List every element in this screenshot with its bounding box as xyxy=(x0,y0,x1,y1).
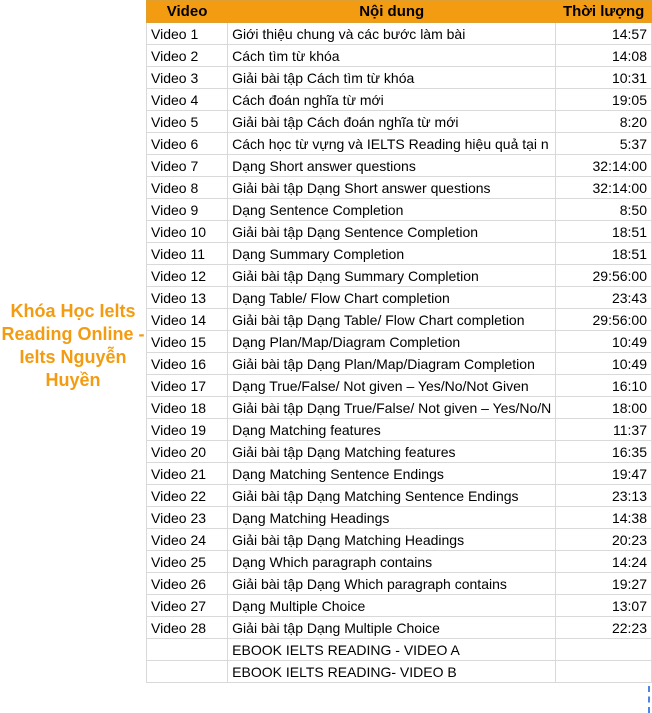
cell-video[interactable]: Video 7 xyxy=(147,155,228,177)
table-row xyxy=(147,177,652,199)
cell-video[interactable]: Video 17 xyxy=(147,375,228,397)
cell-duration[interactable]: 23:43 xyxy=(556,287,652,309)
cell-content[interactable]: Dạng Which paragraph contains xyxy=(228,551,556,573)
cell-duration[interactable]: 16:10 xyxy=(556,375,652,397)
cell-content[interactable]: Giải bài tập Dạng Matching Headings xyxy=(228,529,556,551)
table-row xyxy=(147,45,652,67)
cell-content[interactable]: Giới thiệu chung và các bước làm bài xyxy=(228,23,556,45)
table-row xyxy=(147,617,652,639)
cell-content[interactable]: Dạng Summary Completion xyxy=(228,243,556,265)
table-row xyxy=(147,265,652,287)
cell-duration[interactable]: 14:08 xyxy=(556,45,652,67)
cell-video[interactable]: Video 23 xyxy=(147,507,228,529)
cell-duration[interactable]: 32:14:00 xyxy=(556,177,652,199)
cell-video[interactable]: Video 2 xyxy=(147,45,228,67)
cell-duration[interactable]: 18:51 xyxy=(556,243,652,265)
table-row xyxy=(147,331,652,353)
cell-duration[interactable]: 13:07 xyxy=(556,595,652,617)
cell-video[interactable]: Video 21 xyxy=(147,463,228,485)
table-row xyxy=(147,485,652,507)
cell-content[interactable]: EBOOK IELTS READING - VIDEO A xyxy=(228,639,556,661)
cell-duration[interactable]: 16:35 xyxy=(556,441,652,463)
cell-duration[interactable]: 8:50 xyxy=(556,199,652,221)
cell-duration[interactable]: 23:13 xyxy=(556,485,652,507)
cell-video[interactable]: Video 13 xyxy=(147,287,228,309)
table-row xyxy=(147,133,652,155)
cell-duration[interactable]: 18:51 xyxy=(556,221,652,243)
cell-duration[interactable]: 29:56:00 xyxy=(556,309,652,331)
table-row xyxy=(147,551,652,573)
header-row xyxy=(147,1,652,23)
cell-video[interactable]: Video 15 xyxy=(147,331,228,353)
cell-duration[interactable] xyxy=(556,639,652,661)
cell-video[interactable]: Video 3 xyxy=(147,67,228,89)
cell-video[interactable] xyxy=(147,639,228,661)
table-row xyxy=(147,595,652,617)
cell-duration[interactable]: 18:00 xyxy=(556,397,652,419)
cell-duration[interactable]: 14:24 xyxy=(556,551,652,573)
cell-duration[interactable]: 19:47 xyxy=(556,463,652,485)
cell-content[interactable]: Giải bài tập Dạng Which paragraph contains xyxy=(228,573,556,595)
table-row xyxy=(147,243,652,265)
cell-content[interactable]: Dạng Multiple Choice xyxy=(228,595,556,617)
header-content[interactable]: Nội dung xyxy=(228,1,556,23)
cell-video[interactable]: Video 28 xyxy=(147,617,228,639)
cell-content[interactable]: Cách đoán nghĩa từ mới xyxy=(228,89,556,111)
cell-content[interactable]: Dạng Matching features xyxy=(228,419,556,441)
table-row xyxy=(147,507,652,529)
cell-duration[interactable]: 29:56:00 xyxy=(556,265,652,287)
cell-video[interactable]: Video 11 xyxy=(147,243,228,265)
table-row xyxy=(147,89,652,111)
cell-content[interactable]: Cách học từ vựng và IELTS Reading hiệu quả tại n xyxy=(228,133,556,155)
cell-duration[interactable]: 14:57 xyxy=(556,23,652,45)
cell-content[interactable]: Dạng Matching Headings xyxy=(228,507,556,529)
table-row xyxy=(147,199,652,221)
table-row xyxy=(147,155,652,177)
table-row xyxy=(147,441,652,463)
cell-video[interactable]: Video 24 xyxy=(147,529,228,551)
cell-content[interactable]: Dạng Table/ Flow Chart completion xyxy=(228,287,556,309)
table-row xyxy=(147,111,652,133)
cell-video[interactable]: Video 8 xyxy=(147,177,228,199)
cell-video[interactable]: Video 25 xyxy=(147,551,228,573)
cell-duration[interactable]: 20:23 xyxy=(556,529,652,551)
cell-video[interactable]: Video 26 xyxy=(147,573,228,595)
cell-duration[interactable]: 32:14:00 xyxy=(556,155,652,177)
cell-video[interactable]: Video 18 xyxy=(147,397,228,419)
cell-video[interactable]: Video 20 xyxy=(147,441,228,463)
cell-content[interactable]: Giải bài tập Cách tìm từ khóa xyxy=(228,67,556,89)
cell-content[interactable]: Giải bài tập Dạng Short answer questions xyxy=(228,177,556,199)
cell-duration[interactable]: 11:37 xyxy=(556,419,652,441)
table-row xyxy=(147,573,652,595)
cell-content[interactable]: Giải bài tập Dạng Table/ Flow Chart completion xyxy=(228,309,556,331)
course-title: Khóa Học Ielts Reading Online - Ielts Nguyễn Huyền xyxy=(1,301,145,390)
cell-content[interactable]: Giải bài tập Dạng Matching features xyxy=(228,441,556,463)
cell-video[interactable]: Video 14 xyxy=(147,309,228,331)
cell-duration[interactable]: 14:38 xyxy=(556,507,652,529)
table-row xyxy=(147,353,652,375)
cell-content[interactable]: Giải bài tập Cách đoán nghĩa từ mới xyxy=(228,111,556,133)
cell-video[interactable]: Video 19 xyxy=(147,419,228,441)
cell-video[interactable]: Video 6 xyxy=(147,133,228,155)
cell-duration[interactable]: 5:37 xyxy=(556,133,652,155)
cell-content[interactable]: Giải bài tập Dạng Plan/Map/Diagram Completion xyxy=(228,353,556,375)
table-row xyxy=(147,639,652,661)
table-row xyxy=(147,67,652,89)
cell-video[interactable] xyxy=(147,661,228,683)
cell-video[interactable]: Video 16 xyxy=(147,353,228,375)
table-row xyxy=(147,309,652,331)
cell-video[interactable]: Video 22 xyxy=(147,485,228,507)
cell-content[interactable]: Giải bài tập Dạng True/False/ Not given – Yes/No/N xyxy=(228,397,556,419)
cell-duration[interactable]: 10:31 xyxy=(556,67,652,89)
table-row xyxy=(147,221,652,243)
table-row xyxy=(147,463,652,485)
table-row xyxy=(147,287,652,309)
cell-duration[interactable]: 8:20 xyxy=(556,111,652,133)
cell-duration[interactable] xyxy=(556,661,652,683)
cell-content[interactable]: EBOOK IELTS READING- VIDEO B xyxy=(228,661,556,683)
cell-video[interactable]: Video 4 xyxy=(147,89,228,111)
cell-video[interactable]: Video 12 xyxy=(147,265,228,287)
cell-duration[interactable]: 10:49 xyxy=(556,353,652,375)
cell-content[interactable]: Dạng Matching Sentence Endings xyxy=(228,463,556,485)
cell-content[interactable]: Giải bài tập Dạng Summary Completion xyxy=(228,265,556,287)
header-video[interactable]: Video xyxy=(147,1,228,23)
cell-video[interactable]: Video 27 xyxy=(147,595,228,617)
cell-video[interactable]: Video 9 xyxy=(147,199,228,221)
table-row xyxy=(147,661,652,683)
cell-video[interactable]: Video 1 xyxy=(147,23,228,45)
selection-marker xyxy=(648,686,652,713)
table-row xyxy=(147,23,652,45)
table-row xyxy=(147,397,652,419)
table-row xyxy=(147,529,652,551)
cell-duration[interactable]: 19:27 xyxy=(556,573,652,595)
cell-content[interactable]: Giải bài tập Dạng Matching Sentence Endings xyxy=(228,485,556,507)
cell-content[interactable]: Dạng Short answer questions xyxy=(228,155,556,177)
video-table xyxy=(146,0,652,683)
cell-duration[interactable]: 19:05 xyxy=(556,89,652,111)
cell-video[interactable]: Video 10 xyxy=(147,221,228,243)
header-duration[interactable]: Thời lượng xyxy=(556,1,652,23)
cell-video[interactable]: Video 5 xyxy=(147,111,228,133)
cell-duration[interactable]: 22:23 xyxy=(556,617,652,639)
cell-content[interactable]: Cách tìm từ khóa xyxy=(228,45,556,67)
cell-content[interactable]: Giải bài tập Dạng Multiple Choice xyxy=(228,617,556,639)
cell-content[interactable]: Dạng True/False/ Not given – Yes/No/Not Given xyxy=(228,375,556,397)
cell-content[interactable]: Dạng Plan/Map/Diagram Completion xyxy=(228,331,556,353)
cell-content[interactable]: Dạng Sentence Completion xyxy=(228,199,556,221)
table-row xyxy=(147,419,652,441)
table-row xyxy=(147,375,652,397)
cell-duration[interactable]: 10:49 xyxy=(556,331,652,353)
cell-content[interactable]: Giải bài tập Dạng Sentence Completion xyxy=(228,221,556,243)
